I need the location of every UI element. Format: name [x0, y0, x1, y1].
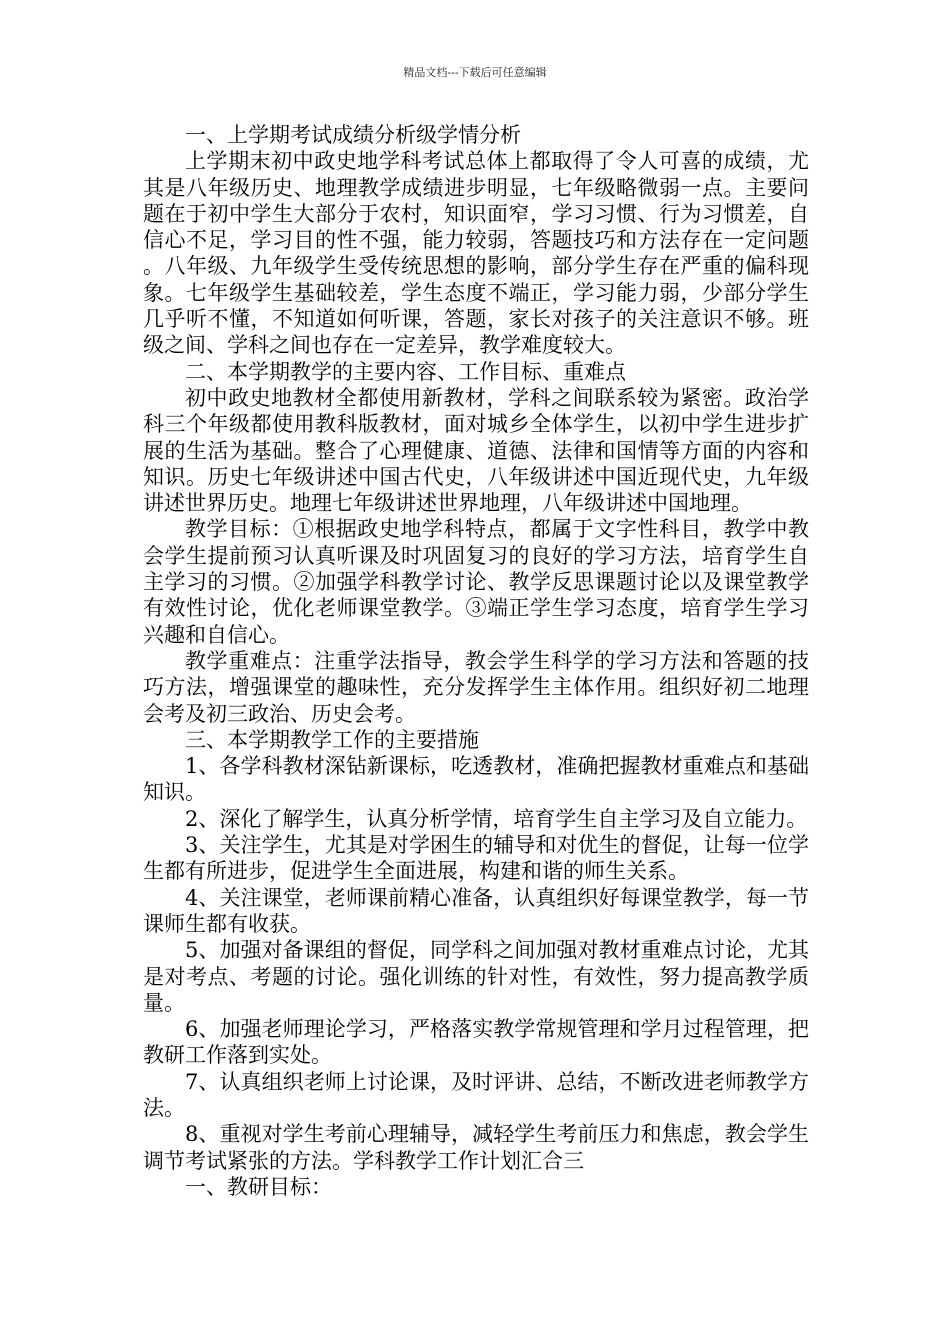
document-body — [143, 122, 809, 1200]
list-item-measure-6: 6、加强老师理论学习，严格落实教学常规管理和学月过程管理，把教研工作落到实处。 — [143, 1017, 809, 1068]
section-heading-3: 三、本学期教学工作的主要措施 — [185, 727, 479, 752]
list-item-measure-8: 8、重视对学生考前心理辅导，减轻学生考前压力和焦虑，教会学生调节考试紧张的方法。学科教学工作计划汇合三 — [143, 1122, 809, 1173]
list-item-measure-7: 7、认真组织老师上讨论课，及时评讲、总结，不断改进老师教学方法。 — [143, 1069, 809, 1120]
section-heading-2: 二、本学期教学的主要内容、工作目标、重难点 — [185, 359, 626, 384]
section-heading-research-goals: 一、教研目标： — [185, 1174, 332, 1199]
section-heading-1: 一、上学期考试成绩分析级学情分析 — [185, 123, 521, 147]
list-item-measure-1: 1、各学科教材深钻新课标，吃透教材，准确把握教材重难点和基础知识。 — [143, 754, 809, 805]
paragraph-key-difficulties: 教学重难点：注重学法指导，教会学生科学的学习方法和答题的技巧方法，增强课堂的趣味性，充分发挥学生主体作用。组织好初二地理会考及初三政治、历史会考。 — [143, 648, 809, 726]
list-item-measure-2: 2、深化了解学生，认真分析学情，培育学生自主学习及自立能力。 — [185, 806, 808, 831]
page-header: 精品文档---下载后可任意编辑 — [403, 66, 547, 79]
paragraph-teaching-goals: 教学目标：①根据政史地学科特点，都属于文字性科目，教学中教会学生提前预习认真听课及时巩固复习的良好的学习方法，培育学生自主学习的习惯。②加强学科教学讨论、教学反思课题讨论以及课堂教学有效性讨论，优化老师课堂教学。③端正学生学习态度，培育学生学习兴趣和自信心。 — [143, 517, 809, 647]
list-item-measure-3: 3、关注学生，尤其是对学困生的辅导和对优生的督促，让每一位学生都有所进步，促进学生全面进展，构建和谐的师生关系。 — [143, 833, 809, 884]
paragraph-teaching-content: 初中政史地教材全都使用新教材，学科之间联系较为紧密。政治学科三个年级都使用教科版教材，面对城乡全体学生，以初中学生进步扩展的生活为基础。整合了心理健康、道德、法律和国情等方面的内容和知识。历史七年级讲述中国古代史，八年级讲述中国近现代史，九年级讲述世界历史。地理七年级讲述世界地理，八年级讲述中国地理。 — [143, 385, 809, 516]
list-item-measure-4: 4、关注课堂，老师课前精心准备，认真组织好每课堂教学，每一节课师生都有收获。 — [143, 885, 809, 936]
paragraph-exam-analysis: 上学期末初中政史地学科考试总体上都取得了令人可喜的成绩，尤其是八年级历史、地理教学成绩进步明显，七年级略微弱一点。主要问题在于初中学生大部分于农村，知识面窄，学习习惯、行为习惯差，自信心不足，学习目的性不强，能力较弱，答题技巧和方法存在一定问题。八年级、九年级学生受传统思想的影响，部分学生存在严重的偏科现象。七年级学生基础较差，学生态度不端正，学习能力弱，少部分学生几乎听不懂，不知道如何听课，答题，家长对孩子的关注意识不够。班级之间、学科之间也存在一定差异，教学难度较大。 — [143, 149, 809, 358]
list-item-measure-5: 5、加强对备课组的督促，同学科之间加强对教材重难点讨论，尤其是对考点、考题的讨论。强化训练的针对性，有效性，努力提高教学质量。 — [143, 938, 809, 1015]
